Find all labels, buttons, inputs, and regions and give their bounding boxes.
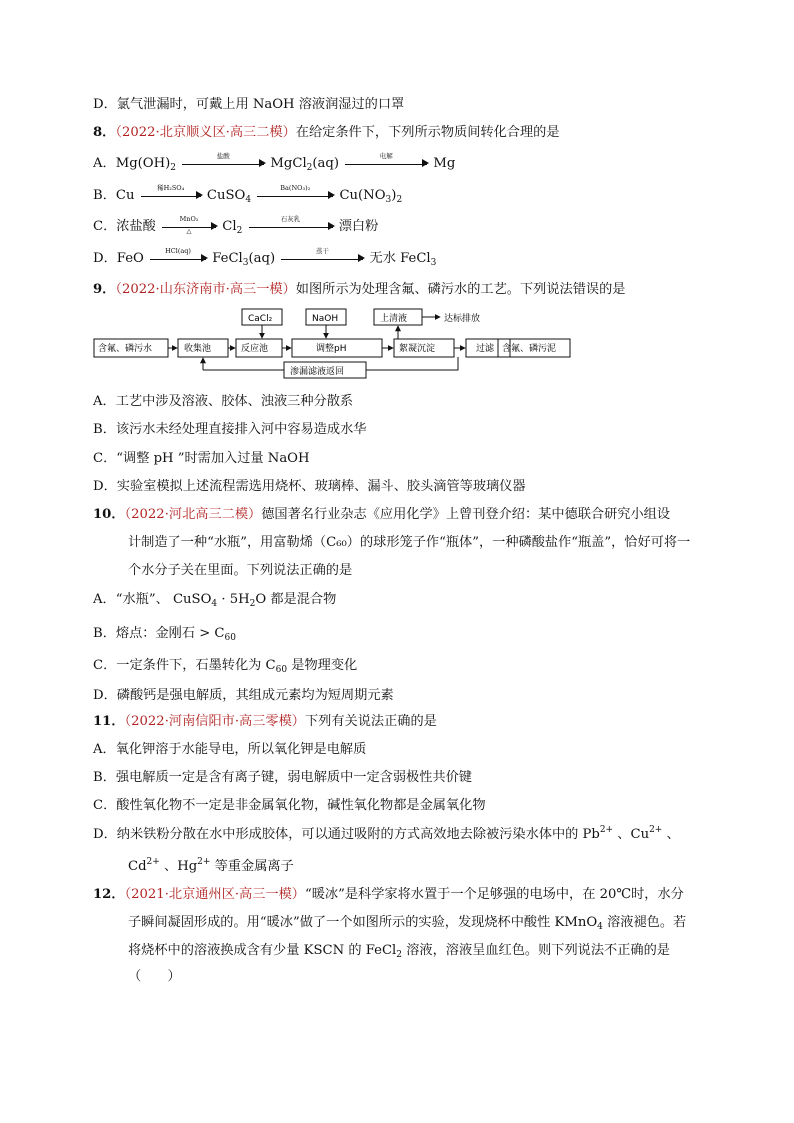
q11-source: （2022·河南信阳市·高三零模） [124,714,305,729]
q11-number: 11． [93,714,125,729]
flow-label-supernatant: 上清液 [380,314,408,324]
q8-option-b: B．Cu 稀H₂SO₄ CuSO$_4$ Ba(NO₃)₂ $Cu(NO_3)_2$ [93,183,403,205]
q10-stem-line2: 计制造了一种“水瓶”，用富勒烯（C₆₀）的球形笼子作“瓶体”，一种磷酸盐作“瓶盖”，恰好可将一 [128,535,691,550]
q11-option-b: B．强电解质一定是含有离子键，弱电解质中一定含弱极性共价键 [93,770,472,785]
flow-label-react: 反应池 [241,344,269,354]
q9-text: 如图所示为处理含氟、磷污水的工艺。下列说法错误的是 [295,282,626,297]
q7-option-d: D．氯气泄漏时，可戴上用 NaOH 溶液润湿过的口罩 [93,97,405,112]
q9-number: 9． [93,282,116,297]
q9-option-c: C．“调整 pH ”时需加入过量 NaOH [93,451,310,466]
q10-option-d: D．磷酸钙是强电解质，其组成元素均为短周期元素 [93,688,394,703]
q11-stem: 11．（2022·河南信阳市·高三零模）下列有关说法正确的是 [93,714,437,729]
process-flow-diagram [92,303,694,383]
flow-label-output: 含氟、磷污泥 [502,344,557,354]
q11-option-a: A．氧化钾溶于水能导电，所以氧化钾是电解质 [93,742,367,757]
reaction-arrow: 蒸干 [281,258,363,260]
q12-stem-line2: 子瞬间凝固形成的。用“暖冰”做了一个如图所示的实验，发现烧杯中酸性 KMnO$_4$ 溶液褪色。若 [128,915,687,932]
flow-label-input: 含氟、磷污水 [98,344,153,354]
q11-option-c: C．酸性氧化物不一定是非金属氧化物，碱性氧化物都是金属氧化物 [93,798,486,813]
q8-source: （2022·北京顺义区·高三二模） [115,125,296,140]
flow-label-collect: 收集池 [184,344,212,354]
flow-label-floc: 絮凝沉淀 [399,344,436,354]
q9-option-d: D．实验室模拟上述流程需选用烧杯、玻璃棒、漏斗、胶头滴管等玻璃仪器 [93,479,526,494]
q10-stem: 10．（2022·河北高三二模）德国著名行业杂志《应用化学》上曾刊登介绍：某中德联合研究小组设 [93,507,671,522]
flow-label-naoh: NaOH [312,314,339,324]
reaction-arrow: 盐酸 [182,163,264,165]
reaction-arrow: MnO₂ △ [162,226,216,228]
reaction-arrow: 电解 [345,163,427,165]
q10-source: （2022·河北高三二模） [124,507,262,522]
q12-stem: 12．（2021·北京通州区·高三一模）“暖冰”是科学家将水置于一个足够强的电场中，在 20℃时，水分 [93,887,684,902]
q8-text: 在给定条件下，下列所示物质间转化合理的是 [295,125,560,140]
q8-number: 8． [93,125,116,140]
q8-option-d: D．FeO HCl(aq) FeCl$_3$(aq) 蒸干 无水 FeCl$_3$ [93,246,437,268]
q12-number: 12． [93,887,125,902]
flow-label-discharge: 达标排放 [444,314,481,324]
reaction-arrow: HCl(aq) [150,258,206,260]
q9-option-a: A．工艺中涉及溶液、胶体、浊液三种分散系 [93,394,354,409]
flow-label-cacl2: CaCl₂ [248,314,273,324]
q12-stem-line3: 将烧杯中的溶液换成含有少量 KSCN 的 FeCl$_2$ 溶液，溶液呈血红色。则下列说法不正确的是 [128,943,670,960]
q12-source: （2021·北京通州区·高三一模） [124,887,305,902]
q8-option-a: A．$Mg(OH)_2$ 盐酸 MgCl$_2$(aq) 电解 Mg [93,151,456,173]
flow-label-return: 渗漏滤液返回 [290,367,345,377]
flow-label-adjust: 调整pH [316,344,347,354]
q8-option-c: C．浓盐酸 MnO₂ △ $Cl_2$ 石灰乳 漂白粉 [93,214,379,236]
reaction-arrow: 稀H₂SO₄ [141,195,201,197]
q11-option-d: D．纳米铁粉分散在水中形成胶体，可以通过吸附的方式高效地去除被污染水体中的 $Pb^{2+}$ 、$Cu^{2+}$ 、 [93,825,680,842]
q9-stem [93,281,625,299]
flow-label-filter: 过滤 [476,344,495,354]
reaction-arrow: Ba(NO₃)₂ [257,195,333,197]
q11-option-d-line2: $Cd^{2+}$ 、$Hg^{2+}$ 等重金属离子 [128,857,294,874]
q10-option-b: B．熔点：金刚石 > $C_{60}$ [93,626,236,643]
q12-answer-blank: （ ） [128,969,181,984]
reaction-arrow: 石灰乳 [249,226,333,228]
q9-option-b: B．该污水未经处理直接排入河中容易造成水华 [93,422,367,437]
q8-stem [93,124,560,142]
q10-option-c: C．一定条件下，石墨转化为 $C_{60}$ 是物理变化 [93,658,358,675]
q10-number: 10． [93,507,125,522]
q10-stem-line3: 个水分子关在里面。下列说法正确的是 [128,563,353,578]
q10-option-a: A．“水瓶”、 CuSO$_4$ · $5H_2O$ 都是混合物 [93,592,337,609]
q9-source: （2022·山东济南市·高三一模） [115,282,296,297]
